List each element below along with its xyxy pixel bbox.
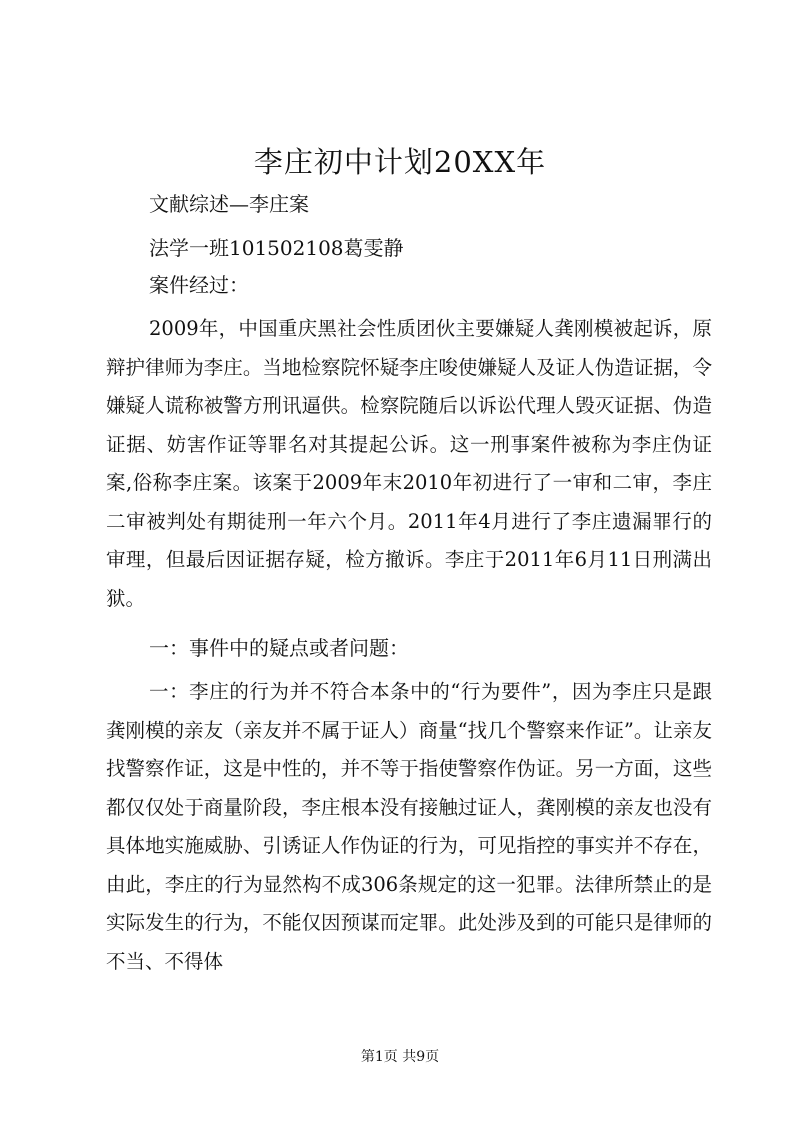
case-paragraph: 2009年，中国重庆黑社会性质团伙主要嫌疑人龚刚模被起诉，原辩护律师为李庄。当地检察院怀疑李庄唆使嫌疑人及证人伪造证据，令嫌疑人谎称被警方刑讯逼供。检察院随后以诉讼代理人毁灭证据、伪造证据、妨害作证等罪名对其提起公诉。这一刑事案件被称为李庄伪证案,俗称李庄案。该案于2009年末2010年初进行了一审和二审，李庄二审被判处有期徒刑一年六个月。2011年4月进行了李庄遗漏罪行的审理，但最后因证据存疑，检方撤诉。李庄于2011年6月11日刑满出狱。: [106, 317, 712, 610]
point-paragraph-block: [106, 673, 712, 981]
document-title: 李庄初中计划20XX年: [253, 145, 547, 179]
question-heading: 一：事件中的疑点或者问题：: [149, 636, 409, 660]
author-line: 法学一班101502108葛雯静: [149, 236, 404, 260]
page-footer: 第1页 共9页: [360, 1049, 440, 1065]
section-label: 案件经过：: [149, 273, 249, 297]
case-paragraph-block: [106, 310, 712, 618]
document-subtitle: 文献综述—李庄案: [149, 192, 309, 216]
point-paragraph: 一：李庄的行为并不符合本条中的“行为要件”，因为李庄只是跟龚刚模的亲友（亲友并不属于证人）商量“找几个警察来作证”。让亲友找警察作证，这是中性的，并不等于指使警察作伪证。另一方面，这些都仅仅处于商量阶段，李庄根本没有接触过证人，龚刚模的亲友也没有具体地实施威胁、引诱证人作伪证的行为，可见指控的事实并不存在，由此，李庄的行为显然构不成306条规定的这一犯罪。法律所禁止的是实际发生的行为，不能仅因预谋而定罪。此处涉及到的可能只是律师的不当、不得体: [106, 680, 712, 973]
